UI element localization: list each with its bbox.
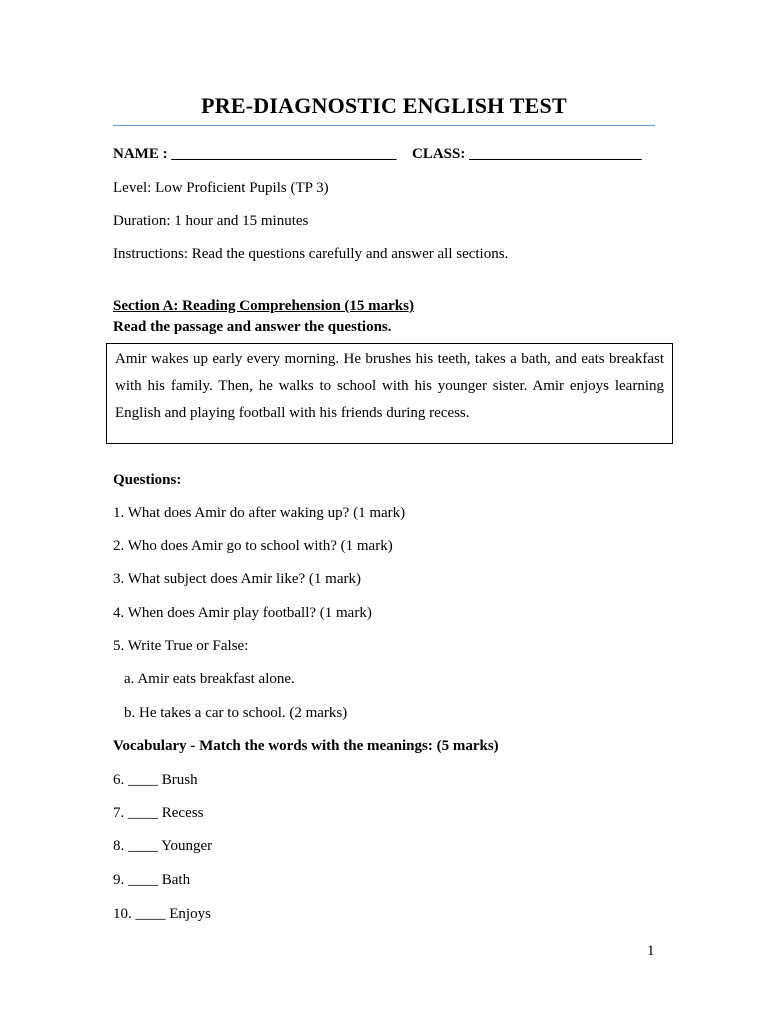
question-3: 3. What subject does Amir like? (1 mark)	[113, 571, 361, 587]
page-number: 1	[647, 943, 655, 959]
question-2: 2. Who does Amir go to school with? (1 mark)	[113, 538, 393, 554]
page-title: PRE-DIAGNOSTIC ENGLISH TEST	[201, 93, 567, 118]
instructions-text: Instructions: Read the questions carefully and answer all sections.	[113, 246, 509, 262]
section-a-heading: Section A: Reading Comprehension (15 marks)	[113, 298, 414, 314]
title-underline	[113, 125, 655, 126]
vocab-item-6: 6. ____ Brush	[113, 772, 198, 788]
vocab-item-10: 10. ____ Enjoys	[113, 906, 211, 922]
passage-text: Amir wakes up early every morning. He brushes his teeth, takes a bath, and eats breakfast with his family. Then, he walks to school with his younger sister. Amir enjoys learning English and playing football with his friends during recess.	[115, 351, 664, 421]
level-text: Level: Low Proficient Pupils (TP 3)	[113, 180, 329, 196]
true-false-b: b. He takes a car to school. (2 marks)	[124, 705, 348, 721]
duration-text: Duration: 1 hour and 15 minutes	[113, 213, 309, 229]
vocabulary-heading: Vocabulary - Match the words with the meanings: (5 marks)	[113, 738, 499, 754]
questions-heading: Questions:	[113, 472, 182, 488]
question-1: 1. What does Amir do after waking up? (1 mark)	[113, 505, 406, 521]
true-false-a: a. Amir eats breakfast alone.	[124, 671, 295, 687]
vocab-item-7: 7. ____ Recess	[113, 805, 204, 821]
passage-box	[106, 343, 673, 444]
name-field: NAME : ______________________________	[113, 146, 397, 162]
section-a-subheading: Read the passage and answer the questions.	[113, 319, 392, 335]
class-field: CLASS: _______________________	[412, 146, 642, 162]
question-4: 4. When does Amir play football? (1 mark)	[113, 605, 372, 621]
question-5: 5. Write True or False:	[113, 638, 249, 654]
vocab-item-8: 8. ____ Younger	[113, 838, 213, 854]
vocab-item-9: 9. ____ Bath	[113, 872, 191, 888]
